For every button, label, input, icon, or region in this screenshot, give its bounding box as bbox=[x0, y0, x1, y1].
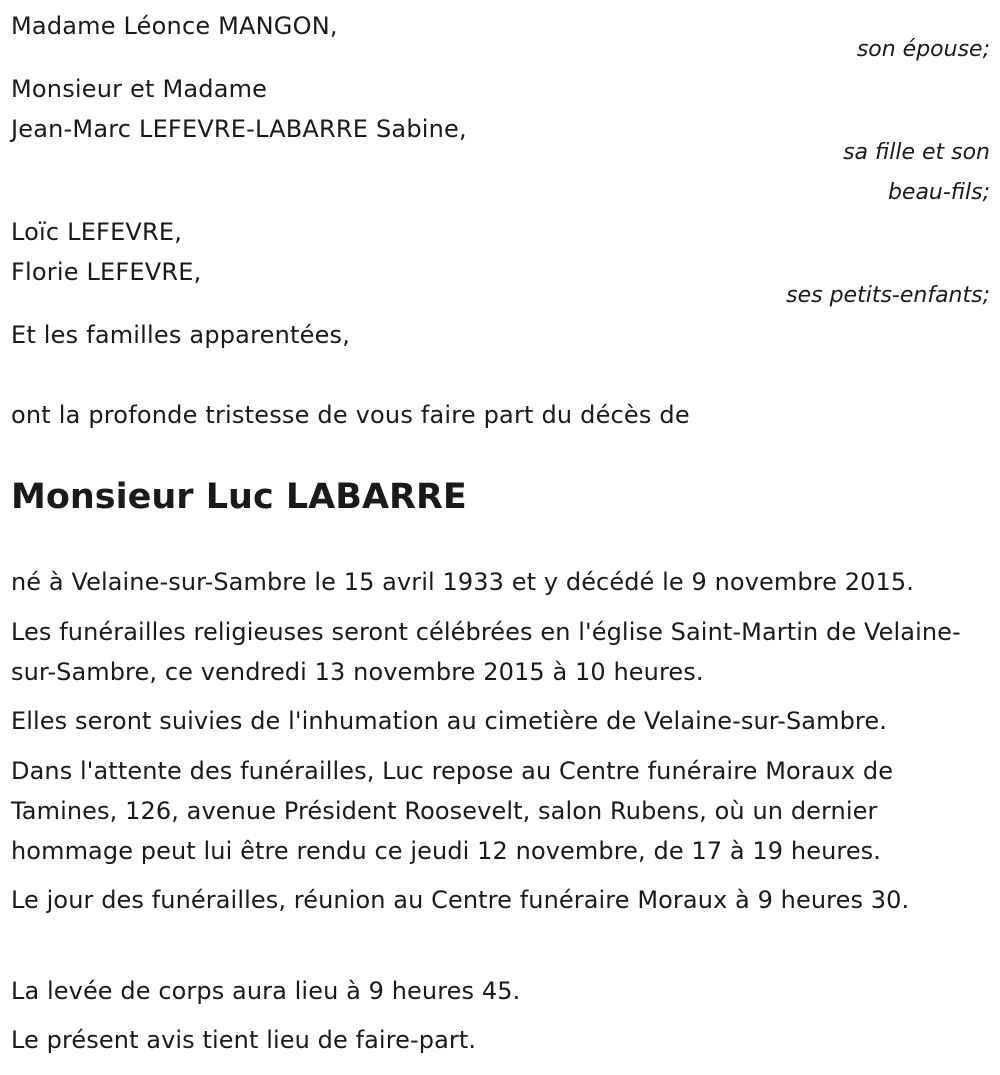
funeral-service-paragraph: Les funérailles religieuses seront célébrées en l'église Saint-Martin de Velaine-sur-Sambre, ce vendredi 13 novembre 2015 à 10 heures. bbox=[11, 618, 961, 686]
daughter-line-1: Monsieur et Madame bbox=[11, 75, 268, 103]
procession-paragraph: La levée de corps aura lieu à 9 heures 45. bbox=[11, 977, 521, 1005]
grandchild-name-2: Florie LEFEVRE, bbox=[11, 258, 202, 286]
grandchildren-relation: ses petits-enfants; bbox=[786, 283, 990, 308]
deceased-name: Monsieur Luc LABARRE bbox=[11, 477, 467, 517]
spouse-name: Madame Léonce MANGON, bbox=[11, 12, 338, 40]
meeting-paragraph: Le jour des funérailles, réunion au Centre funéraire Moraux à 9 heures 30. bbox=[11, 886, 910, 914]
announcement-text: ont la profonde tristesse de vous faire part du décès de bbox=[11, 401, 690, 429]
spouse-relation: son épouse; bbox=[856, 37, 990, 62]
burial-paragraph: Elles seront suivies de l'inhumation au cimetière de Velaine-sur-Sambre. bbox=[11, 707, 887, 735]
closing-paragraph: Le présent avis tient lieu de faire-part. bbox=[11, 1026, 477, 1054]
extended-family: Et les familles apparentées, bbox=[11, 321, 351, 349]
birth-death-paragraph: né à Velaine-sur-Sambre le 15 avril 1933 et y décédé le 9 novembre 2015. bbox=[11, 568, 914, 596]
daughter-line-2: Jean-Marc LEFEVRE-LABARRE Sabine, bbox=[11, 115, 467, 143]
daughter-relation-line-2: beau-fils; bbox=[887, 180, 990, 205]
daughter-relation-line-1: sa fille et son bbox=[843, 140, 990, 165]
viewing-paragraph: Dans l'attente des funérailles, Luc repose au Centre funéraire Moraux de Tamines, 126, avenue Président Roosevelt, salon Rubens, où un dernier hommage peut lui être rendu ce jeudi 12 novembre, de 17 à 19 heures. bbox=[11, 757, 894, 865]
grandchild-name-1: Loïc LEFEVRE, bbox=[11, 218, 183, 246]
